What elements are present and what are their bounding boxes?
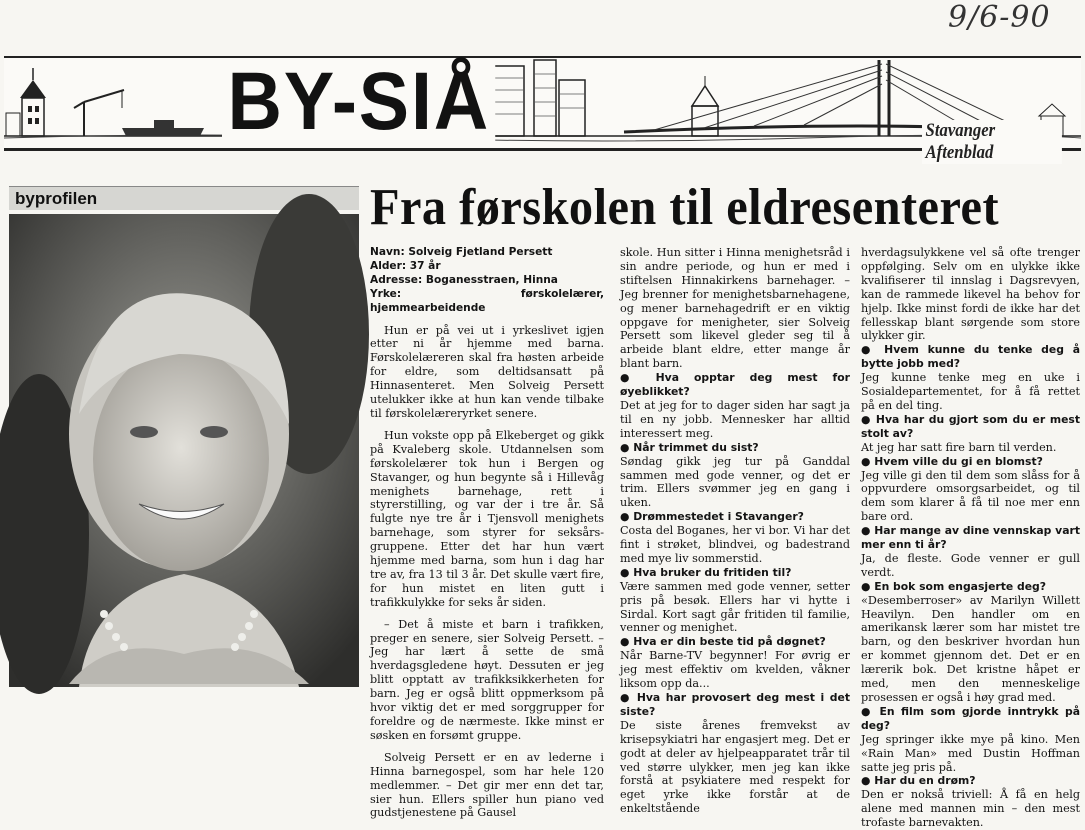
- interview-answer: Når Barne-TV begynner! For øvrig er jeg mest effektiv om kvelden, våkner liksom opp da...: [620, 649, 850, 691]
- interview-answer: Jeg kunne tenke meg en uke i Sosialdepartementet, for å få rettet på en del ting.: [861, 371, 1080, 412]
- article-column-3: [861, 246, 1080, 830]
- newspaper-name: Stavanger Aftenblad: [922, 120, 1062, 164]
- interview-question: ● Hva er din beste tid på døgnet?: [620, 635, 850, 649]
- interview-question: ● Hva bruker du fritiden til?: [620, 566, 850, 580]
- interview-question: ● En film som gjorde inntrykk på deg?: [861, 705, 1080, 733]
- interview-answer: «Desemberroser» av Marilyn Willett Heavilyn. Den handler om en amerikansk lærer som har mistet tre barn, og den beskriver hvordan hun er kommet gjennom det. Det er en lærerik bok. Det kristne håpet er med, men den menneskelige prosessen er også i høy grad med.: [861, 593, 1080, 704]
- paragraph: Hun er på vei ut i yrkeslivet igjen etter ni år hjemme med barna. Førskolelæreren skal fra høsten arbeide for eldre, som deltidsansatt på Hinnasenteret. Men Solveig Persett utelukker ikke at hun kan vende tilbake til førskolelæreryrket senere.: [370, 323, 604, 420]
- interview-answer: Costa del Boganes, her vi bor. Vi har det fint i strøket, blindvei, og badestrand med mye liv sommerstid.: [620, 524, 850, 565]
- handwritten-date: 9/6-90: [948, 0, 1051, 35]
- interview-answer: Jeg ville gi den til dem som slåss for å oppvurdere omsorgsarbeidet, og til dem som klarer å få til noe mer enn bare ord.: [861, 468, 1080, 524]
- interview-answer: Det at jeg for to dager siden har sagt ja til en ny jobb. Mennesker har alltid interessert meg.: [620, 398, 850, 440]
- paragraph: skole. Hun sitter i Hinna menighetsråd i sin andre periode, og hun er med i stiftelsen Hinnakirkens barnehager. – Jeg brenner for menighetsbarnehagene, og mener barnehagedrift er en viktig oppgave for menigheter, sier Solveig Persett som likevel gleder seg til å arbeide blant eldre, etter mange år blant barn.: [620, 246, 850, 371]
- interview-question: ● Har mange av dine vennskap vart mer enn ti år?: [861, 524, 1080, 552]
- interview-question: ● En bok som engasjerte deg?: [861, 580, 1080, 594]
- interview-answer: Være sammen med gode venner, setter pris på besøk. Ellers har vi hytte i Sirdal. Kort sagt går fritiden til familie, venner og menighet.: [620, 579, 850, 635]
- article-column-2: [620, 246, 850, 816]
- paragraph: hverdagsulykkene vel så ofte trenger oppfølging. Selv om en ulykke ikke kvalifiserer til innslag i Dagsrevyen, kan de rammede likevel ha behov for hjelp. Ikke minst fordi de ikke har det fellesskap blant sørgende som store ulykker gir.: [861, 246, 1080, 343]
- interview-answer: Ja, de fleste. Gode venner er gull verdt.: [861, 551, 1080, 579]
- section-banner: [4, 56, 1081, 163]
- paragraph: – Det å miste et barn i trafikken, preger en senere, sier Solveig Persett. – Jeg har lært å sette de små hverdagsgledene høyt. Dessuten er jeg blitt opptatt av trafikksikkerheten for barn. Jeg er også blitt oppmerksom på hvor viktig det er med sorggrupper for foreldre og de nærmeste. Ikke minst er søsken en forsømt gruppe.: [370, 617, 604, 742]
- portrait-illustration: [9, 214, 359, 687]
- city-skyline-illustration: [4, 58, 1081, 148]
- interview-question: ● Hva har provosert deg mest i det siste?: [620, 691, 850, 719]
- interview-question: ● Hva har du gjort som du er mest stolt av?: [861, 413, 1080, 441]
- interview-question: ● Hva opptar deg mest for øyeblikket?: [620, 371, 850, 399]
- interview-question: ● Hvem kunne du tenke deg å bytte jobb med?: [861, 343, 1080, 371]
- headline: Fra førskolen til eldresenteret: [370, 179, 1000, 236]
- fact-box: [370, 246, 604, 316]
- portrait-photo: [9, 214, 359, 687]
- interview-answer: Den er nokså triviell: Å få en helg alene med mannen min – den mest trofaste barnevakten.: [861, 788, 1080, 830]
- interview-answer: Jeg springer ikke mye på kino. Men «Rain Man» med Dustin Hoffman satte jeg pris på.: [861, 732, 1080, 774]
- interview-question: ● Når trimmet du sist?: [620, 441, 850, 455]
- article-column-1: [370, 246, 605, 820]
- interview-question: ● Har du en drøm?: [861, 774, 1080, 788]
- paragraph: Solveig Persett er en av lederne i Hinna barnegospel, som har hele 120 medlemmer. – Det gir mer enn det tar, sier hun. Ellers spiller hun piano ved gudstjenestene på Gausel: [370, 750, 604, 820]
- banner-title: BY-SIÅ: [222, 60, 496, 144]
- interview-answer: De siste årenes fremvekst av krisepsykiatri har engasjert meg. Det er godt at deler av hjelpeapparatet trår til ved større ulykker, men jeg kan ikke forstå at psykiatere med respekt for eget yrke ikke forstår at de enkeltstående: [620, 718, 850, 816]
- fact-name: Navn: Solveig Fjetland Persett: [370, 246, 553, 258]
- fact-occupation: Yrke: førskolelærer, hjemmearbeidende: [370, 287, 604, 314]
- fact-address: Adresse: Boganesstraen, Hinna: [370, 273, 558, 286]
- interview-question: ● Drømmestedet i Stavanger?: [620, 510, 850, 524]
- interview-answer: At jeg har satt fire barn til verden.: [861, 440, 1057, 454]
- section-label: byprofilen: [9, 186, 359, 210]
- interview-answer: Søndag gikk jeg tur på Ganddal sammen med gode venner, og det er trim. Ellers svømmer jeg en gang i uken.: [620, 454, 850, 510]
- interview-question: ● Hvem ville du gi en blomst?: [861, 455, 1080, 469]
- paragraph: Hun vokste opp på Elkeberget og gikk på Kvaleberg skole. Utdannelsen som førskolelærer tok hun i Bergen og Stavanger, og hun begynte så i Hillevåg menighets barnehage, rett i styrerstilling, og var der i tre år. Så fulgte nye tre år i Tjensvoll menighets barnehage, som styrer for seksårs-gruppene. Etter det har hun vært hjemme med barna, som hun i dag har tre av, fra 13 til 3 år. Det skulle vært fire, for hun mistet en liten gutt i trafikkulykke for seks år siden.: [370, 428, 605, 609]
- fact-age: Alder: 37 år: [370, 259, 441, 272]
